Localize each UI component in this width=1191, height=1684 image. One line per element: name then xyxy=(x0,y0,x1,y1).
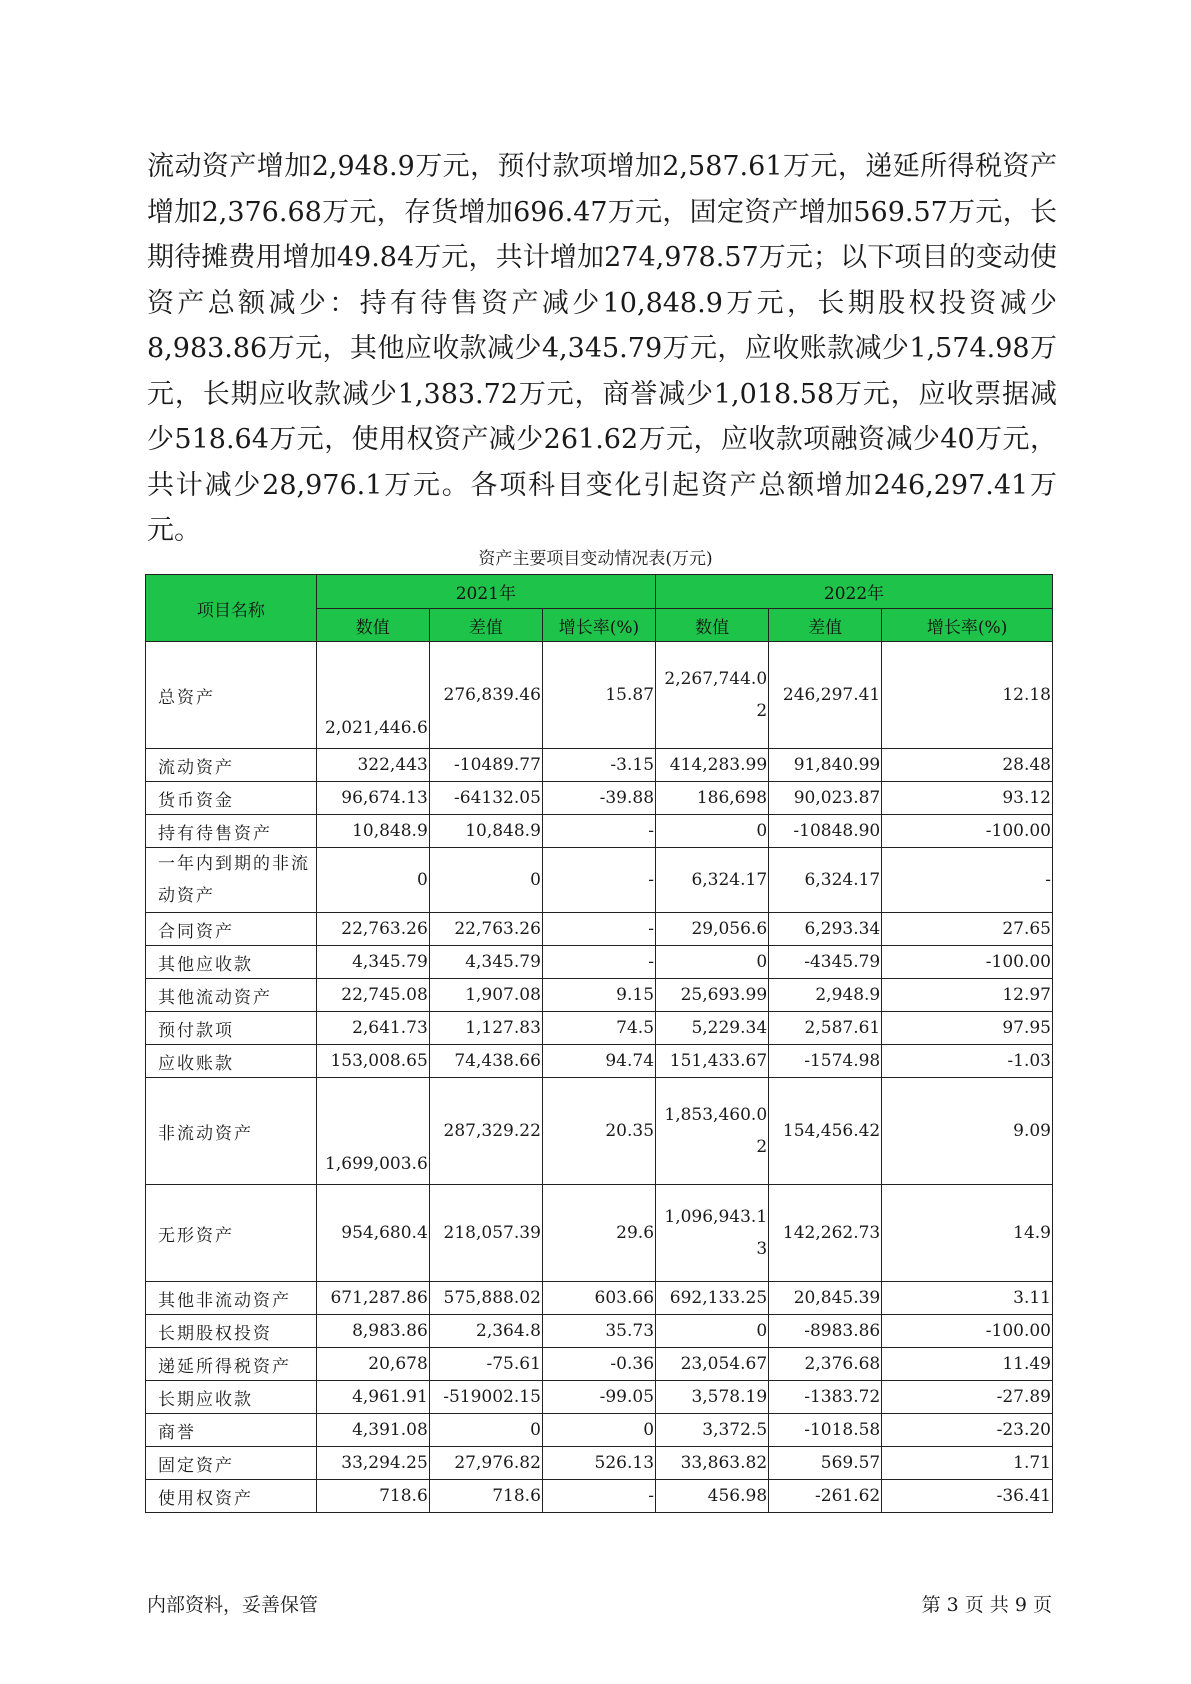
cell-rate-2021: - xyxy=(542,946,655,979)
body-paragraph: 流动资产增加2,948.9万元，预付款项增加2,587.61万元，递延所得税资产增加2,376.68万元，存货增加696.47万元，固定资产增加569.57万元，长期待摊费用增加49.84万元，共计增加274,978.57万元；以下项目的变动使资产总额减少：持有待售资产减少10,848.9万元，长期股权投资减少8,983.86万元，其他应收款减少4,345.79万元，应收账款减少1,574.98万元，长期应收款减少1,383.72万元，商誉减少1,018.58万元，应收票据减少518.64万元，使用权资产减少261.62万元，应收款项融资减少40万元，共计减少28,976.1万元。各项科目变化引起资产总额增加246,297.41万元。 xyxy=(147,151,1057,546)
cell-rate-2021: 20.35 xyxy=(542,1078,655,1185)
cell-diff-2022: 20,845.39 xyxy=(769,1282,882,1315)
cell-value-2021: 2,641.73 xyxy=(316,1012,429,1045)
cell-diff-2022: -1383.72 xyxy=(769,1381,882,1414)
cell-value-2022: 1,853,460.02 xyxy=(656,1078,769,1185)
cell-value-2021: 1,699,003.6 xyxy=(316,1078,429,1185)
cell-value-2022: 151,433.67 xyxy=(656,1045,769,1078)
cell-rate-2022: -23.20 xyxy=(882,1414,1053,1447)
cell-rate-2022: -100.00 xyxy=(882,1315,1053,1348)
cell-diff-2021: 74,438.66 xyxy=(429,1045,542,1078)
table-row xyxy=(146,749,1053,782)
cell-diff-2021: 575,888.02 xyxy=(429,1282,542,1315)
cell-diff-2022: -1574.98 xyxy=(769,1045,882,1078)
cell-diff-2022: -261.62 xyxy=(769,1480,882,1513)
cell-value-2021: 8,983.86 xyxy=(316,1315,429,1348)
table-row xyxy=(146,1348,1053,1381)
table-row xyxy=(146,1045,1053,1078)
cell-value-2022: 0 xyxy=(656,815,769,848)
cell-rate-2022: 12.97 xyxy=(882,979,1053,1012)
header-rate-2022: 增长率(%) xyxy=(882,609,1053,642)
cell-diff-2022: 6,293.34 xyxy=(769,913,882,946)
cell-value-2021: 22,763.26 xyxy=(316,913,429,946)
cell-rate-2021: - xyxy=(542,1480,655,1513)
cell-rate-2021: -3.15 xyxy=(542,749,655,782)
cell-rate-2022: 97.95 xyxy=(882,1012,1053,1045)
cell-rate-2022: 9.09 xyxy=(882,1078,1053,1185)
cell-diff-2021: 0 xyxy=(429,1414,542,1447)
table-row xyxy=(146,1315,1053,1348)
cell-rate-2021: - xyxy=(542,848,655,913)
cell-value-2021: 4,961.91 xyxy=(316,1381,429,1414)
cell-rate-2021: 9.15 xyxy=(542,979,655,1012)
table-row xyxy=(146,1381,1053,1414)
cell-diff-2021: 1,907.08 xyxy=(429,979,542,1012)
cell-diff-2021: -519002.15 xyxy=(429,1381,542,1414)
cell-rate-2022: 12.18 xyxy=(882,642,1053,749)
cell-value-2022: 2,267,744.02 xyxy=(656,642,769,749)
cell-diff-2021: 2,364.8 xyxy=(429,1315,542,1348)
table-row xyxy=(146,1185,1053,1282)
table-row xyxy=(146,946,1053,979)
cell-rate-2021: - xyxy=(542,913,655,946)
cell-value-2021: 0 xyxy=(316,848,429,913)
cell-diff-2021: 27,976.82 xyxy=(429,1447,542,1480)
cell-diff-2022: 154,456.42 xyxy=(769,1078,882,1185)
cell-value-2021: 22,745.08 xyxy=(316,979,429,1012)
row-name: 流动资产 xyxy=(146,749,317,782)
cell-value-2022: 25,693.99 xyxy=(656,979,769,1012)
cell-rate-2021: 94.74 xyxy=(542,1045,655,1078)
cell-rate-2022: 11.49 xyxy=(882,1348,1053,1381)
cell-rate-2021: 603.66 xyxy=(542,1282,655,1315)
table-row xyxy=(146,1012,1053,1045)
cell-rate-2022: 1.71 xyxy=(882,1447,1053,1480)
cell-rate-2022: 93.12 xyxy=(882,782,1053,815)
cell-rate-2021: 74.5 xyxy=(542,1012,655,1045)
cell-diff-2022: 2,376.68 xyxy=(769,1348,882,1381)
table-row xyxy=(146,782,1053,815)
cell-diff-2021: 10,848.9 xyxy=(429,815,542,848)
cell-diff-2022: 569.57 xyxy=(769,1447,882,1480)
row-name: 其他非流动资产 xyxy=(146,1282,317,1315)
cell-value-2022: 456.98 xyxy=(656,1480,769,1513)
cell-rate-2021: 526.13 xyxy=(542,1447,655,1480)
cell-diff-2021: -75.61 xyxy=(429,1348,542,1381)
cell-diff-2021: -10489.77 xyxy=(429,749,542,782)
row-name: 货币资金 xyxy=(146,782,317,815)
header-value-2021: 数值 xyxy=(316,609,429,642)
footer-page-number: 第 3 页 共 9 页 xyxy=(921,1594,1052,1616)
header-value-2022: 数值 xyxy=(656,609,769,642)
row-name: 商誉 xyxy=(146,1414,317,1447)
footer-confidential-note: 内部资料，妥善保管 xyxy=(147,1594,319,1616)
cell-diff-2022: 2,587.61 xyxy=(769,1012,882,1045)
table-row xyxy=(146,1282,1053,1315)
cell-diff-2022: -1018.58 xyxy=(769,1414,882,1447)
row-name: 无形资产 xyxy=(146,1185,317,1282)
cell-value-2022: 3,372.5 xyxy=(656,1414,769,1447)
row-name: 递延所得税资产 xyxy=(146,1348,317,1381)
cell-value-2022: 3,578.19 xyxy=(656,1381,769,1414)
cell-value-2021: 20,678 xyxy=(316,1348,429,1381)
header-diff-2022: 差值 xyxy=(769,609,882,642)
table-row xyxy=(146,1078,1053,1185)
table-row xyxy=(146,913,1053,946)
cell-value-2021: 4,345.79 xyxy=(316,946,429,979)
cell-value-2021: 718.6 xyxy=(316,1480,429,1513)
cell-diff-2021: 22,763.26 xyxy=(429,913,542,946)
cell-rate-2022: - xyxy=(882,848,1053,913)
row-name: 一年内到期的非流动资产 xyxy=(146,848,317,913)
cell-value-2022: 29,056.6 xyxy=(656,913,769,946)
cell-diff-2022: 246,297.41 xyxy=(769,642,882,749)
row-name: 固定资产 xyxy=(146,1447,317,1480)
table-row xyxy=(146,979,1053,1012)
table-row xyxy=(146,642,1053,749)
cell-diff-2022: 6,324.17 xyxy=(769,848,882,913)
cell-rate-2021: 35.73 xyxy=(542,1315,655,1348)
cell-value-2021: 322,443 xyxy=(316,749,429,782)
cell-rate-2021: -99.05 xyxy=(542,1381,655,1414)
cell-value-2022: 1,096,943.13 xyxy=(656,1185,769,1282)
cell-diff-2021: 0 xyxy=(429,848,542,913)
cell-value-2021: 10,848.9 xyxy=(316,815,429,848)
table-caption: 资产主要项目变动情况表(万元) xyxy=(478,549,713,569)
cell-value-2021: 33,294.25 xyxy=(316,1447,429,1480)
cell-rate-2022: -1.03 xyxy=(882,1045,1053,1078)
cell-value-2021: 2,021,446.6 xyxy=(316,642,429,749)
cell-rate-2021: -39.88 xyxy=(542,782,655,815)
cell-diff-2021: 1,127.83 xyxy=(429,1012,542,1045)
cell-rate-2022: -27.89 xyxy=(882,1381,1053,1414)
cell-value-2021: 153,008.65 xyxy=(316,1045,429,1078)
cell-rate-2022: 28.48 xyxy=(882,749,1053,782)
cell-rate-2022: 27.65 xyxy=(882,913,1053,946)
cell-value-2022: 186,698 xyxy=(656,782,769,815)
cell-rate-2022: 3.11 xyxy=(882,1282,1053,1315)
table-row xyxy=(146,1447,1053,1480)
cell-value-2022: 0 xyxy=(656,1315,769,1348)
cell-rate-2021: -0.36 xyxy=(542,1348,655,1381)
cell-diff-2021: 718.6 xyxy=(429,1480,542,1513)
cell-rate-2022: -100.00 xyxy=(882,946,1053,979)
row-name: 其他流动资产 xyxy=(146,979,317,1012)
row-name: 总资产 xyxy=(146,642,317,749)
asset-change-table xyxy=(145,574,1053,1513)
cell-value-2022: 5,229.34 xyxy=(656,1012,769,1045)
table-row xyxy=(146,848,1053,913)
header-item-name: 项目名称 xyxy=(146,575,317,642)
cell-diff-2022: 90,023.87 xyxy=(769,782,882,815)
cell-diff-2021: -64132.05 xyxy=(429,782,542,815)
cell-value-2022: 6,324.17 xyxy=(656,848,769,913)
cell-rate-2021: 29.6 xyxy=(542,1185,655,1282)
row-name: 其他应收款 xyxy=(146,946,317,979)
cell-rate-2021: 0 xyxy=(542,1414,655,1447)
row-name: 预付款项 xyxy=(146,1012,317,1045)
cell-diff-2021: 276,839.46 xyxy=(429,642,542,749)
cell-rate-2022: -100.00 xyxy=(882,815,1053,848)
cell-diff-2021: 4,345.79 xyxy=(429,946,542,979)
header-diff-2021: 差值 xyxy=(429,609,542,642)
table-row xyxy=(146,1414,1053,1447)
cell-rate-2022: 14.9 xyxy=(882,1185,1053,1282)
cell-value-2022: 33,863.82 xyxy=(656,1447,769,1480)
cell-diff-2022: -4345.79 xyxy=(769,946,882,979)
cell-rate-2022: -36.41 xyxy=(882,1480,1053,1513)
cell-diff-2022: 2,948.9 xyxy=(769,979,882,1012)
row-name: 长期股权投资 xyxy=(146,1315,317,1348)
cell-rate-2021: 15.87 xyxy=(542,642,655,749)
cell-value-2022: 0 xyxy=(656,946,769,979)
table-row xyxy=(146,815,1053,848)
header-year-2022: 2022年 xyxy=(656,575,1053,609)
row-name: 应收账款 xyxy=(146,1045,317,1078)
cell-diff-2022: -10848.90 xyxy=(769,815,882,848)
cell-rate-2021: - xyxy=(542,815,655,848)
table-row xyxy=(146,1480,1053,1513)
cell-diff-2022: 91,840.99 xyxy=(769,749,882,782)
cell-value-2021: 4,391.08 xyxy=(316,1414,429,1447)
header-rate-2021: 增长率(%) xyxy=(542,609,655,642)
cell-diff-2021: 218,057.39 xyxy=(429,1185,542,1282)
row-name: 使用权资产 xyxy=(146,1480,317,1513)
cell-value-2022: 23,054.67 xyxy=(656,1348,769,1381)
row-name: 持有待售资产 xyxy=(146,815,317,848)
cell-value-2021: 954,680.4 xyxy=(316,1185,429,1282)
row-name: 合同资产 xyxy=(146,913,317,946)
cell-diff-2021: 287,329.22 xyxy=(429,1078,542,1185)
cell-value-2021: 671,287.86 xyxy=(316,1282,429,1315)
cell-value-2022: 414,283.99 xyxy=(656,749,769,782)
row-name: 非流动资产 xyxy=(146,1078,317,1185)
cell-diff-2022: -8983.86 xyxy=(769,1315,882,1348)
cell-value-2022: 692,133.25 xyxy=(656,1282,769,1315)
row-name: 长期应收款 xyxy=(146,1381,317,1414)
header-year-2021: 2021年 xyxy=(316,575,655,609)
cell-diff-2022: 142,262.73 xyxy=(769,1185,882,1282)
cell-value-2021: 96,674.13 xyxy=(316,782,429,815)
